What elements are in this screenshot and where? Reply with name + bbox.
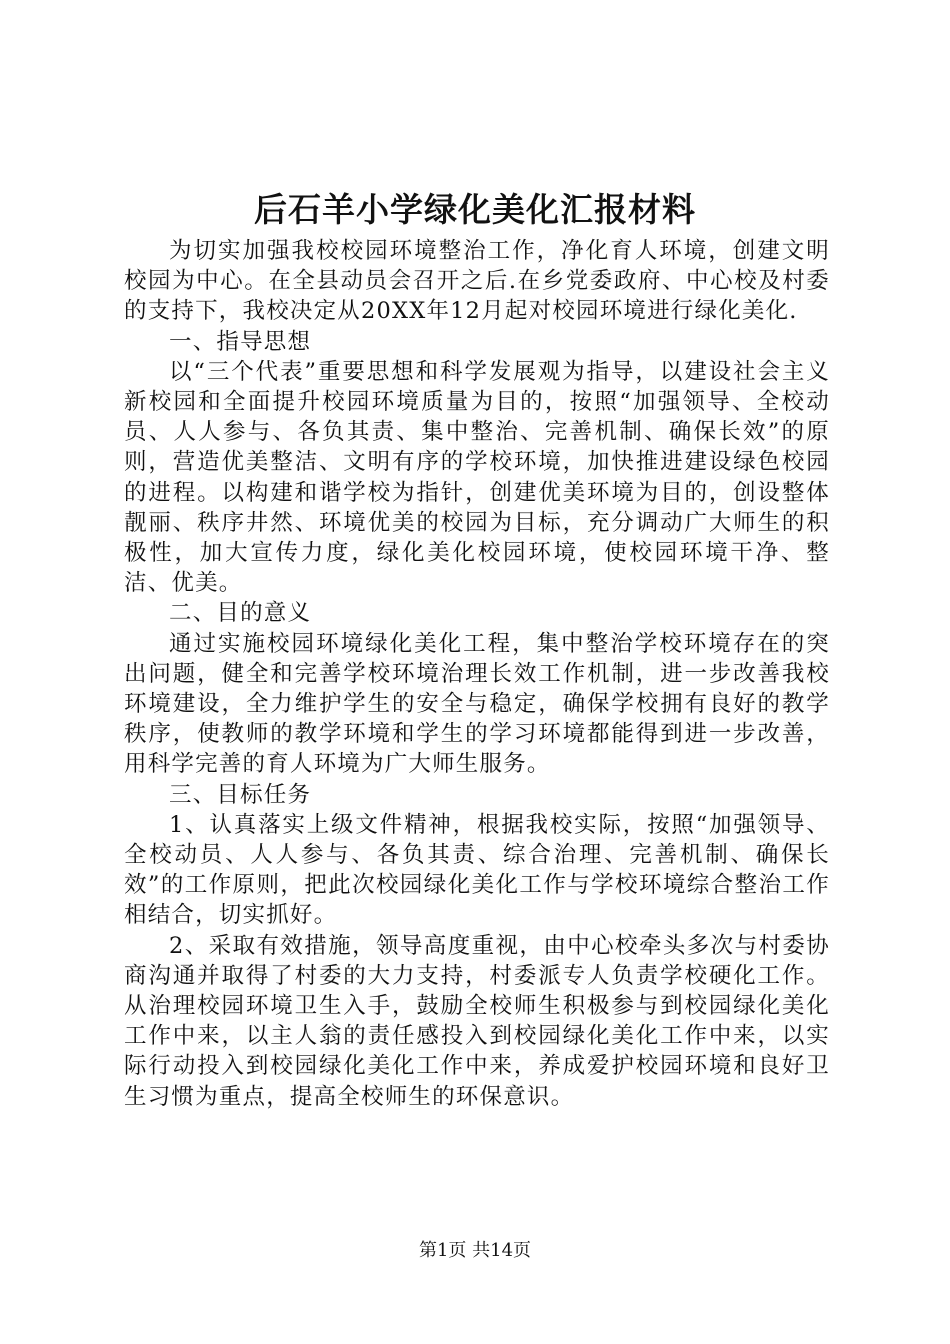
section-heading-purpose: 二、目的意义: [169, 600, 312, 627]
section-heading-guiding-ideology: 一、指导思想: [169, 328, 312, 355]
paragraph-guiding-ideology: 以“三个代表”重要思想和科学发展观为指导，以建设社会主义新校园和全面提升校园环境质量为目的，按照“加强领导、全校动员、人人参与、各负其责、集中整治、完善机制、确保长效”的原则，营造优美整洁、文明有序的学校环境，加快推进建设绿色校园的进程。以构建和谐学校为指针，创建优美环境为目的，创设整体靓丽、秩序井然、环境优美的校园为目标，充分调动广大师生的积极性，加大宣传力度，绿化美化校园环境，使校园环境干净、整洁、优美。: [124, 358, 830, 597]
document-body: [124, 236, 830, 1112]
section-heading-tasks: 三、目标任务: [169, 781, 312, 808]
paragraph-purpose: 通过实施校园环境绿化美化工程，集中整治学校环境存在的突出问题，健全和完善学校环境治理长效工作机制，进一步改善我校环境建设，全力维护学生的安全与稳定，确保学校拥有良好的教学秩序，使教师的教学环境和学生的学习环境都能得到进一步改善，用科学完善的育人环境为广大师生服务。: [124, 630, 830, 778]
page-footer: 第1页 共14页: [418, 1240, 532, 1261]
paragraph-intro: 为切实加强我校校园环境整治工作，净化育人环境，创建文明校园为中心。在全县动员会召开之后.在乡党委政府、中心校及村委的支持下，我校决定从20XX年12月起对校园环境进行绿化美化.: [124, 238, 830, 325]
document-title: 后石羊小学绿化美化汇报材料: [254, 190, 696, 229]
paragraph-task-1: 1、认真落实上级文件精神，根据我校实际，按照“加强领导、全校动员、人人参与、各负其责、综合治理、完善机制、确保长效”的工作原则，把此次校园绿化美化工作与学校环境综合整治工作相结合，切实抓好。: [124, 811, 830, 929]
paragraph-task-2: 2、采取有效措施，领导高度重视，由中心校牵头多次与村委协商沟通并取得了村委的大力支持，村委派专人负责学校硬化工作。从治理校园环境卫生入手，鼓励全校师生积极参与到校园绿化美化工作中来，以主人翁的责任感投入到校园绿化美化工作中来，以实际行动投入到校园绿化美化工作中来，养成爱护校园环境和良好卫生习惯为重点，提高全校师生的环保意识。: [124, 932, 830, 1110]
